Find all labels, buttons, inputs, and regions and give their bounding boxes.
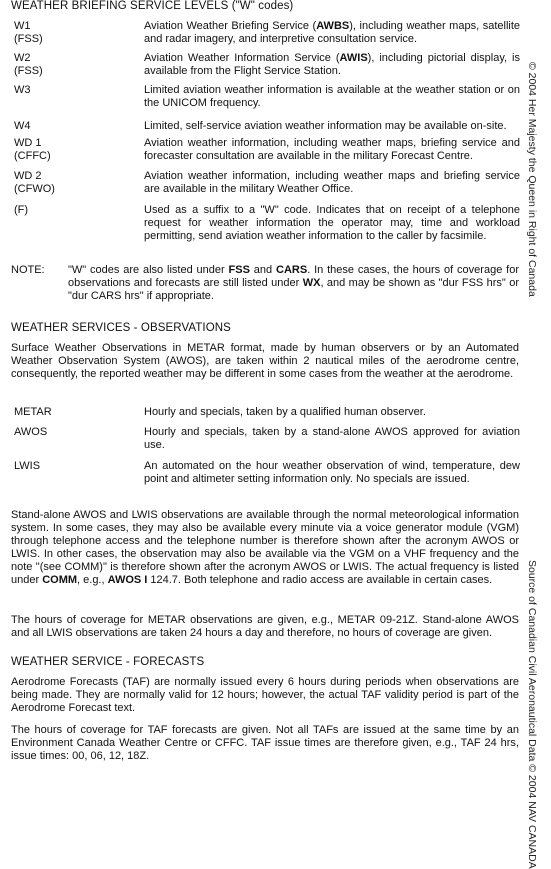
desc-w4: Limited, self-service aviation weather information may be available on-site. xyxy=(144,120,507,132)
forecasts-heading: WEATHER SERVICE - FORECASTS xyxy=(11,656,205,668)
desc-w2: Aviation Weather Information Service (AWIS), including pictorial display, is available from the Flight Service Station. xyxy=(144,52,520,77)
source-sidebar: Source of Canadian Civil Aeronautical Data © 2004 NAV CANADA xyxy=(526,560,538,869)
code-metar: METAR xyxy=(14,406,52,418)
observations-para-1: Stand-alone AWOS and LWIS observations are available through the normal meteorological information system. In some cases, they may also be available every minute via a voice generator module (VGM) through telephone access and the telephone number is therefore shown after the acronym AWOS or LWIS. In other cases, the observation may also be available via the VGM on a VHF frequency and the note "(see COMM)" is therefore shown after the acronym AWOS or LWIS. The actual frequency is listed under COMM, e.g., AWOS I 124.7. Both telephone and radio access are available in certain cases. xyxy=(11,509,519,586)
note-label: NOTE: xyxy=(11,264,45,276)
code-w3: W3 xyxy=(14,84,31,96)
code-w2: W2 (FSS) xyxy=(14,52,43,77)
observations-heading: WEATHER SERVICES - OBSERVATIONS xyxy=(11,322,231,334)
desc-f: Used as a suffix to a "W" code. Indicates that on receipt of a telephone request for weather information the operator may, time and workload permitting, send aviation weather information to the caller by facsimile. xyxy=(144,204,520,242)
forecasts-para-2: The hours of coverage for TAF forecasts are given. Not all TAFs are issued at the same time by an Environment Canada Weather Centre or CFFC. TAF issue times are therefore given, e.g., TAF 24 hrs, issue times: 00, 06, 12, 18Z. xyxy=(11,724,519,762)
copyright-sidebar: © 2004 Her Majesty the Queen in Right of Canada xyxy=(526,62,538,297)
desc-wd2: Aviation weather information, including weather maps and briefing service are available in the military Weather Office. xyxy=(144,170,520,195)
code-w4: W4 xyxy=(14,120,31,132)
desc-awos: Hourly and specials, taken by a stand-alone AWOS approved for aviation use. xyxy=(144,426,520,451)
code-wd2: WD 2 (CFWO) xyxy=(14,170,55,195)
briefing-heading: WEATHER BRIEFING SERVICE LEVELS ("W" codes) xyxy=(11,0,294,12)
desc-metar: Hourly and specials, taken by a qualified human observer. xyxy=(144,406,426,418)
desc-w1: Aviation Weather Briefing Service (AWBS), including weather maps, satellite and radar imagery, and interpretive consultation service. xyxy=(144,20,520,45)
desc-w3: Limited aviation weather information is available at the weather station or on the UNICOM frequency. xyxy=(144,84,520,109)
observations-para-2: The hours of coverage for METAR observations are given, e.g., METAR 09-21Z. Stand-alone AWOS and all LWIS observations are taken 24 hours a day and therefore, no hours of coverage are given. xyxy=(11,614,519,639)
note-text: "W" codes are also listed under FSS and CARS. In these cases, the hours of coverage for observations and forecasts are still listed under WX, and may be shown as "dur FSS hrs" or "dur CARS hrs" if appropriate. xyxy=(68,264,520,302)
forecasts-para-1: Aerodrome Forecasts (TAF) are normally issued every 6 hours during periods when observations are being made. They are normally valid for 12 hours; however, the actual TAF validity period is part of the Aerodrome Forecast text. xyxy=(11,676,519,714)
observations-intro: Surface Weather Observations in METAR format, made by human observers or by an Automated Weather Observation System (AWOS), are taken within 2 nautical miles of the aerodrome centre, consequently, the reported weather may be different in some cases from the weather at the aerodrome. xyxy=(11,342,519,380)
desc-wd1: Aviation weather information, including weather maps, briefing service and forecaster consultation are available in the military Forecast Centre. xyxy=(144,137,520,162)
code-awos: AWOS xyxy=(14,426,48,438)
code-f: (F) xyxy=(14,204,29,216)
desc-lwis: An automated on the hour weather observation of wind, temperature, dew point and altimeter setting information only. No specials are issued. xyxy=(144,460,520,485)
code-wd1: WD 1 (CFFC) xyxy=(14,137,51,162)
code-w1: W1 (FSS) xyxy=(14,20,43,45)
code-lwis: LWIS xyxy=(14,460,41,472)
